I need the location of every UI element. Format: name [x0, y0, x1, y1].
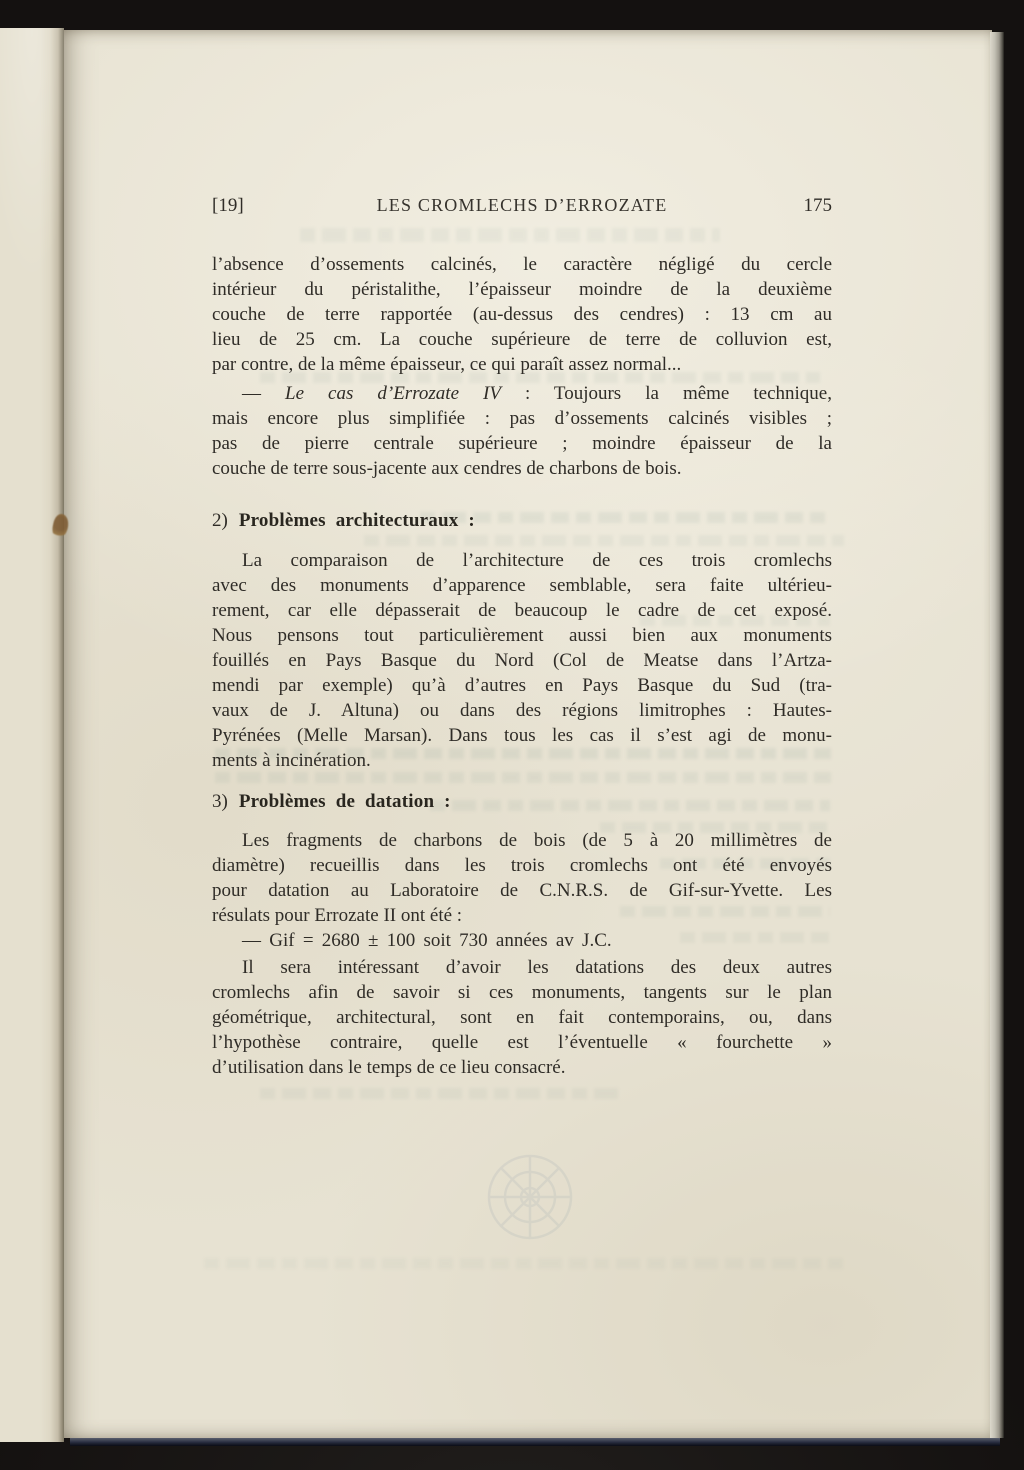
running-title: LES CROMLECHS D’ERROZATE [376, 195, 668, 215]
text-line: cromlechs afin de savoir si ces monuments, tangents sur le plan [212, 982, 832, 1003]
paragraph [212, 252, 832, 377]
text-line: mendi par exemple) qu’à d’autres en Pays Basque du Sud (tra- [212, 675, 832, 696]
text-line: couche de terre rapportée (au-dessus des cendres) : 13 cm au [212, 304, 832, 325]
text-line: lieu de 25 cm. La couche supérieure de terre de colluvion est, [212, 329, 832, 350]
paragraph [212, 928, 832, 953]
text-line: La comparaison de l’architecture de ces trois cromlechs [242, 550, 832, 571]
text-blocks [212, 252, 832, 1080]
text-line: vaux de J. Altuna) ou dans des régions limitrophes : Hautes- [212, 700, 832, 721]
previous-page-edge [0, 28, 64, 1442]
page-header [212, 193, 832, 218]
page-content [212, 193, 832, 1080]
text-line: ments à incinération. [212, 750, 371, 771]
text-line: résulats pour Errozate II ont été : [212, 905, 463, 926]
page-block-edge [990, 32, 1004, 1438]
text-line: fouillés en Pays Basque du Nord (Col de Meatse dans l’Artza- [212, 650, 832, 671]
text-line: — Gif = 2680 ± 100 soit 730 années av J.C. [242, 930, 612, 951]
showthrough-ghost [260, 1088, 620, 1099]
page-number: 175 [803, 195, 832, 216]
text-line: couche de terre sous-jacente aux cendres de charbons de bois. [212, 458, 682, 479]
text-line: rement, car elle dépasserait de beaucoup le cadre de cet exposé. [212, 600, 832, 621]
section-title: Problèmes architecturaux : [238, 510, 475, 531]
section-number: 2) [212, 510, 228, 531]
paragraph [212, 548, 832, 773]
book-page [64, 30, 992, 1438]
book-cover-edge [70, 1438, 1000, 1446]
text-line: Les fragments de charbons de bois (de 5 à 20 millimètres de [242, 830, 832, 851]
text-line: Nous pensons tout particulièrement aussi bien aux monuments [212, 625, 832, 646]
section-heading [212, 508, 832, 533]
paragraph [212, 828, 832, 928]
section-heading [212, 789, 832, 814]
paragraph [212, 381, 832, 481]
text-line: l’hypothèse contraire, quelle est l’éventuelle « fourchette » [212, 1032, 832, 1053]
paragraph [212, 955, 832, 1080]
text-line: intérieur du péristalithe, l’épaisseur moindre de la deuxième [212, 279, 832, 300]
text-line: géométrique, architectural, sont en fait contemporains, ou, dans [212, 1007, 832, 1028]
text-line: avec des monuments d’apparence semblable, sera faite ultérieu- [212, 575, 832, 596]
text-line: — Le cas d’Errozate IV : Toujours la même technique, [242, 383, 832, 404]
section-number: 3) [212, 791, 228, 812]
showthrough-ghost [204, 1258, 844, 1269]
text-line: l’absence d’ossements calcinés, le caractère négligé du cercle [212, 254, 832, 275]
bracket-folio: [19] [212, 195, 244, 216]
section-title: Problèmes de datation : [238, 791, 451, 812]
text-line: mais encore plus simplifiée : pas d’ossements calcinés visibles ; [212, 408, 832, 429]
text-line: pour datation au Laboratoire de C.N.R.S. de Gif-sur-Yvette. Les [212, 880, 832, 901]
text-line: pas de pierre centrale supérieure ; moindre épaisseur de la [212, 433, 832, 454]
text-line: par contre, de la même épaisseur, ce qui paraît assez normal... [212, 354, 682, 375]
text-line: diamètre) recueillis dans les trois cromlechs ont été envoyés [212, 855, 832, 876]
library-stamp-watermark [475, 1142, 585, 1252]
text-line: Pyrénées (Melle Marsan). Dans tous les cas il s’est agi de monu- [212, 725, 832, 746]
text-line: d’utilisation dans le temps de ce lieu consacré. [212, 1057, 566, 1078]
text-line: Il sera intéressant d’avoir les datations des deux autres [242, 957, 832, 978]
